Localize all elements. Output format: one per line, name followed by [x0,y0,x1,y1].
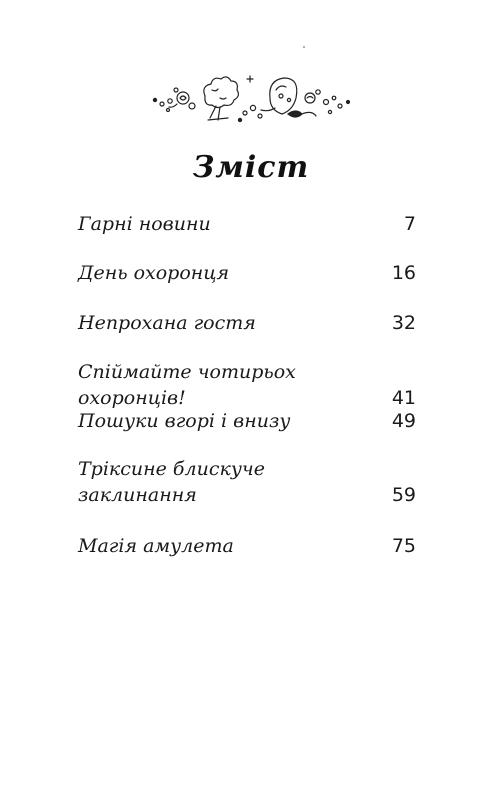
toc-entry-title: Пошуки вгорі і внизу [78,410,291,432]
toc-entry-page: 41 [391,387,416,409]
toc-entry-title: Магія амулета [78,535,234,557]
toc-entry-title: Непрохана гостя [78,312,256,334]
toc-entry-page: 32 [391,312,416,334]
toc-entry-page: 75 [391,535,416,557]
toc-entry-title: День охоронця [78,262,230,284]
toc-entry-page: 49 [391,410,416,432]
toc-entry-page: 16 [391,262,416,284]
toc-entry-title: Тріксине блискуче заклинання [78,458,265,506]
toc-entry-title: Гарні новини [78,213,211,235]
page-title: Зміст [192,150,310,185]
toc-entry[interactable] [78,408,416,434]
toc-entry[interactable] [78,310,416,336]
toc-entry-page: 7 [403,213,416,235]
doodle-ornament-icon [150,68,355,128]
speck [303,46,305,48]
toc-entry-title: Спіймайте чотирьох охоронців! [78,361,296,409]
toc-entry[interactable] [78,533,416,559]
toc-entry[interactable] [78,260,416,286]
toc-entry[interactable] [78,211,416,237]
toc-entry[interactable] [78,359,416,411]
toc-entry-page: 59 [391,484,416,506]
toc-entry[interactable] [78,456,416,508]
